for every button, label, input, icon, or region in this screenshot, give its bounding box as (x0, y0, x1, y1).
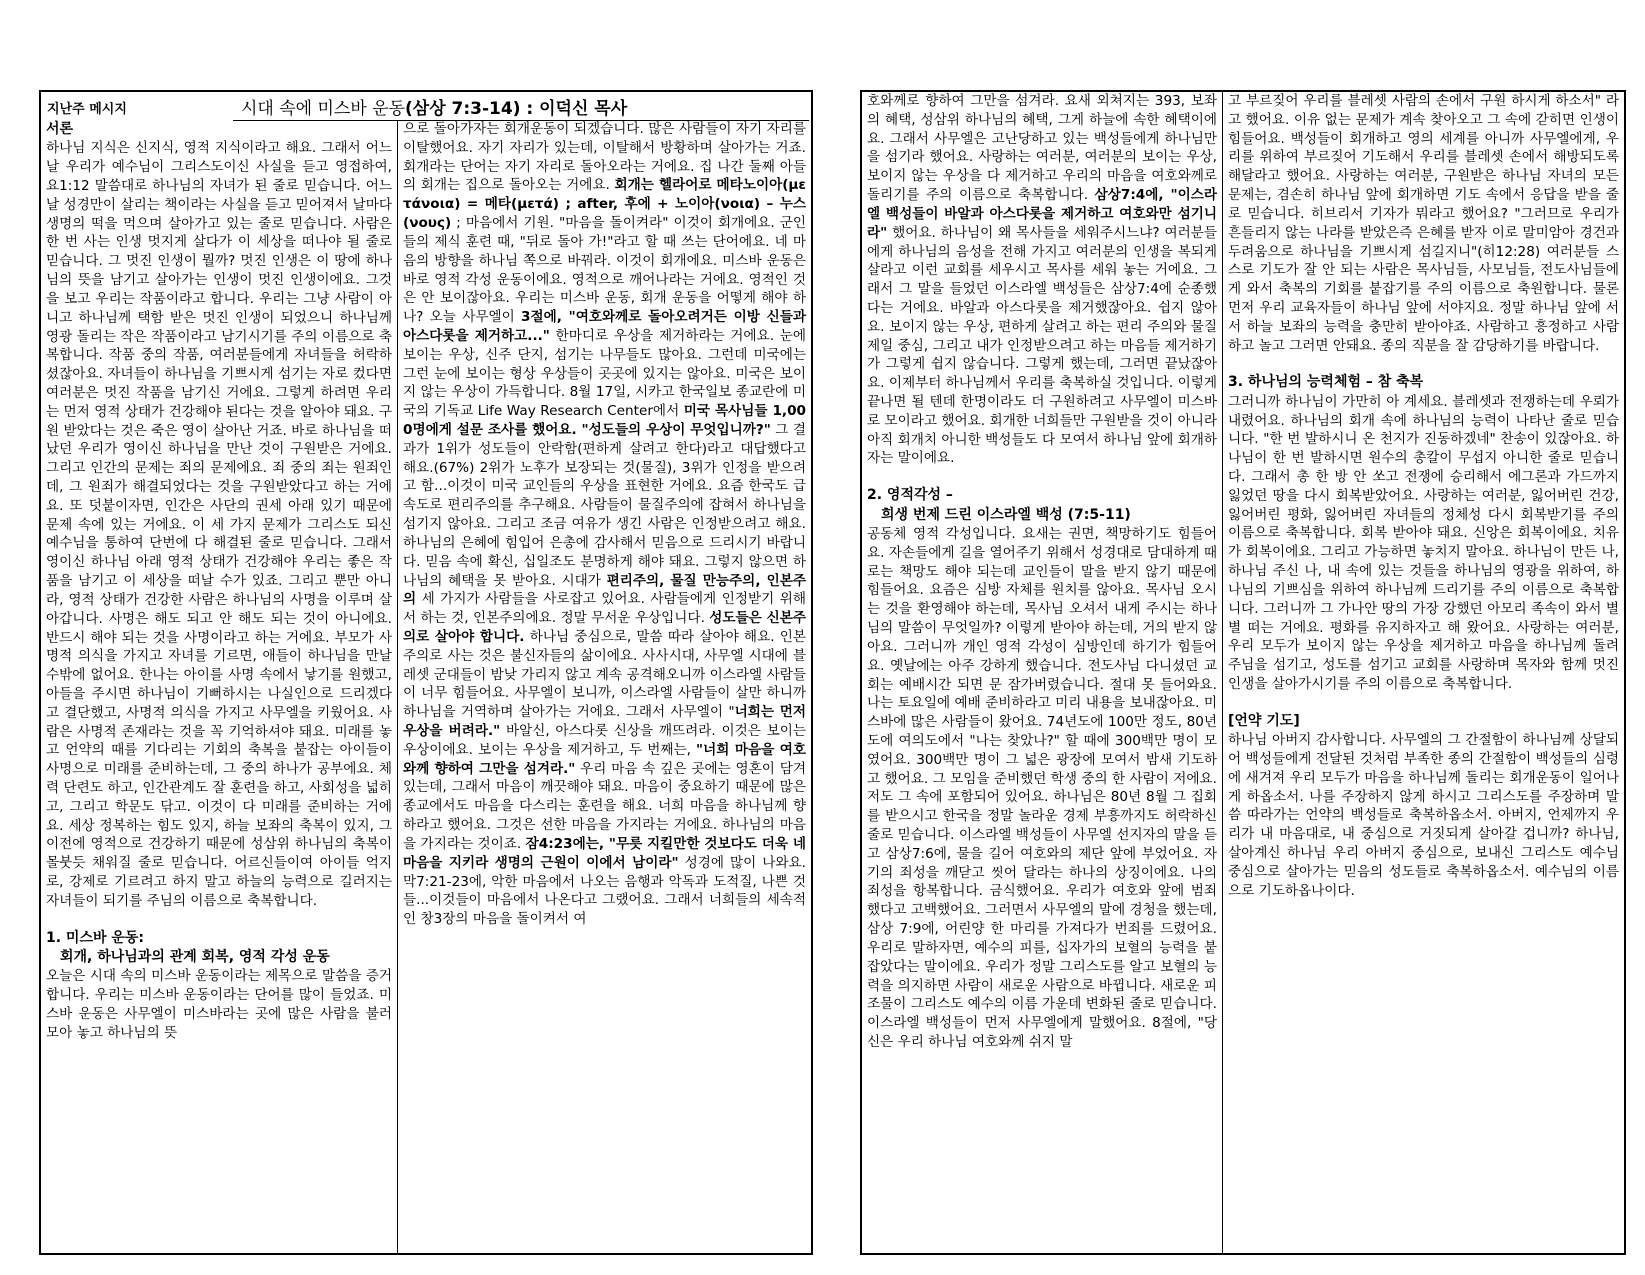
sermon-title (241, 94, 627, 119)
right-page (860, 90, 1626, 1255)
heading-section-2: 2. 영적각성 – (867, 487, 953, 504)
paragraph-section-2: 공동체 영적 각성입니다. 요새는 권면, 책망하기도 힘들어요. 자손들에게 길을 열어주기 위해서 성경대로 담대하게 때로는 책망도 해야 되는데 교인들이 말을 받지 않기 때문에 힘들어요. 요즘은 심방 자체를 원치를 않아요. 목사님 오시는 것을 환영해야 하는데, 목사님 오셔서 내게 주시는 하나님의 말씀이 무엇일까? 이렇게 받아야 하는데, 거의 받지 않아요. 그러니까 개인 영적 각성이 심방인데 하기가 힘들어요. 옛날에는 아주 강하게 했습니다. 전도사님 다니셨던 교회는 예배시간 되면 문 잠가버렸습니다. 절대 못 들어와요. 나는 토요일에 예배 준비하라고 미리 내용을 보내잖아요. 미스바에 많은 사람들이 왔어요. 74년도에 100만 정도, 80년도에 여의도에서 "나는 찾았나?" 할 때에 300백만 명이 모였어요. 300백만 명이 그 넓은 광장에 모여서 밤새 기도하고 했어요. 그 모임을 준비했던 학생 중의 한 사람이 저에요. 저도 그 속에 포함되어 있어요. 하나님은 80년 8월 그 집회를 받으시고 한국을 정말 놀라운 경제 부흥까지도 허락하신 줄로 믿습니다. 이스라엘 백성들이 사무엘 선지자의 말을 듣고 삼상7:6에, 물을 길어 여호와의 제단 앞에 부었어요. 자기의 죄성을 깨닫고 씻어 달라는 하나의 상징이에요. 나의 죄성을 항복합니다. 금식했어요. 우리가 여호와 앞에 범죄 했다고 고백했어요. 그러면서 사무엘의 말에 경청을 했는데, 삼상 7:9에, 어린양 한 마리를 가져다가 번죄를 드렸어요. 우리로 말하자면, 예수의 피를, 십자가의 보혈의 능력을 붙잡았다는 말이에요. 우리가 정말 그리스도를 알고 보혈의 능력을 의지하면 사람이 새로운 사람으로 바뀝니다. 새로운 피조물이 그리스도 예수의 이름 가운데 변화된 줄로 믿습니다. 이스라엘 백성들이 먼저 사무엘에게 말했어요. 8절에, "당신은 우리 하나님 여호와께 쉬지 말 (867, 526, 1217, 1050)
column-2 (398, 120, 811, 1253)
sermon-title-plain: 시대 속에 미스바 운동 (241, 99, 406, 119)
paragraph-column-2: 으로 돌아가자는 회개운동이 되겠습니다. 많은 사람들이 자기 자리를 이탈했어요. 자기 자리가 있는데, 이탈해서 방황하며 살아가는 거죠. 회개라는 단어는 자기 자리로 돌아오라는 거에요. 집 나간 둘째 아들의 회개는 집으로 돌아오는 거에요. 회개는 헬라어로 메타노이아(μετάνοια) = 메타(μετά) ; after, 후에 + 노이아(νοια) – 누스(νους) ; 마음에서 기원. "마음을 돌이켜라" 이것이 회개에요. 군인들의 제식 훈련 때, "뒤로 돌아 가!"라고 할 때 쓰는 단어에요. 네 마음의 방향을 하나님 쪽으로 바꿔라. 이것이 회개에요. 미스바 운동은 바로 영적 각성 운동이에요. 영적으로 깨어나라는 거에요. 영적인 것은 안 보이잖아요. 우리는 미스바 운동, 회개 운동을 어떻게 해야 하나? 오늘 사무엘이 3절에, "여호와께로 돌아오려거든 이방 신들과 아스다롯을 제거하고..." 한마디로 우상을 제거하라는 거에요. 눈에 보이는 우상, 신주 단지, 섬기는 나무들도 많아요. 그런데 미국에는 그런 눈에 보이는 형상 우상들이 곳곳에 있지는 않아요. 미국은 보이지 않는 우상이 가득합니다. 8월 17일, 시카고 한국일보 종교란에 미국의 기독교 Life Way Research Center에서 미국 목사님들 1,000명에게 설문 조사를 했어요. "성도들의 우상이 무엇입니까?" 그 결과가 1위가 성도들이 안락함(편하게 살려고 한다)라고 대답했다고 해요.(67%) 2위가 노후가 보장되는 것(물질), 3위가 인정을 받으려고 함...이것이 미국 교인들의 우상을 표현한 거에요. 요즘 한국도 급속도로 편리주의를 추구해요. 사람들이 물질주의에 잡혀서 하나님을 섬기지 않아요. 그리고 조금 여유가 생긴 사람은 인정받으려고 해요. 하나님의 은혜에 힘입어 은총에 감사해서 믿음으로 드리시기 바랍니다. 믿음 속에 확신, 십일조도 분명하게 해야 돼요. 그렇지 않으면 하나님의 혜택을 못 받아요. 시대가 편리주의, 물질 만능주의, 인본주의 세 가지가 사람들을 사로잡고 있어요. 사람들에게 인정받기 위해서 하는 것, 인본주의에요. 정말 무서운 우상입니다. 성도들은 신본주의로 살아야 합니다. 하나님 중심으로, 말씀 따라 살아야 해요. 인본주의로 사는 것은 불신자들의 삶이에요. 사사시대, 사무엘 시대에 블레셋 군대들이 밤낮 가리지 않고 계속 공격해오니까 이스라엘 사람들이 너무 힘들어요. 사무엘이 보니까, 이스라엘 사람들이 살만 하니까 하나님을 거역하며 살아가는 거에요. 그래서 사무엘이 "너희는 먼저 우상을 버려라." 바알신, 아스다롯 신상을 깨뜨려라. 이것은 보이는 우상이에요. 보이는 우상을 제거하고, 두 번째는, "너희 마음을 여호와께 향하여 그만을 섬겨라." 우리 마음 속 깊은 곳에는 영혼이 담겨 있는데, 그래서 마음이 깨끗해야 돼요. 마음이 중요하기 때문에 많은 종교에서도 마음을 다스리는 훈련을 해요. 너희 마음을 하나님께 향하라고 했어요. 그것은 선한 마음을 가지라는 거에요. 하나님의 마음을 가지라는 것이죠. 잠4:23에는, "무릇 지킬만한 것보다도 더욱 네 마음을 지키라 생명의 근원이 이에서 남이라" 성경에 많이 나와요. 막7:21-23에, 악한 마음에서 나오는 음행과 악독과 도적질, 나쁜 것들...이것들이 마음에서 나온다고 그랬어요. 그래서 너희들의 세속적인 창3장의 마음을 돌이켜서 여 (403, 121, 807, 928)
subheading-section-1: 회개, 하나님과의 관계 회복, 영적 각성 운동 (60, 949, 330, 966)
heading-prayer: [언약 기도] (1228, 712, 1300, 729)
heading-intro: 서론 (46, 121, 74, 137)
subheading-section-2: 희생 번제 드린 이스라엘 백성 (7:5-11) (881, 506, 1131, 523)
section-label: 지난주 메시지 (47, 102, 127, 117)
column-3 (862, 92, 1222, 1253)
column-1 (41, 120, 397, 1253)
paragraph-intro: 하나님 지식은 신지식, 영적 지식이라고 해요. 그래서 어느 날 우리가 예수님이 그리스도이신 사실을 듣고 영접하여, 요1:12 말씀대로 하나님의 자녀가 된 줄로 믿습니다. 어느 날 성경만이 살리는 책이라는 사실을 듣고 믿어져서 날마다 생명의 떡을 먹으며 살아가고 있는 줄로 믿습니다. 사람은 한 번 사는 인생 멋지게 살다가 이 세상을 떠나야 될 줄로 믿습니다. 그 멋진 인생이 뭘까? 멋진 인생은 이 땅에 하나님의 뜻을 남기고 살아가는 인생이 멋진 인생이에요. 그것을 보고 우리는 작품이라고 합니다. 우리는 그냥 사람이 아니고 하나님께 택함 받은 멋진 인생이 되었으니 하나님께 영광 돌리는 작은 작품이라고 남기시기를 주의 이름으로 축복합니다. 작품 중의 작품, 여러분들에게 자녀들을 허락하셨잖아요. 자녀들이 하나님을 기쁘시게 섬기는 자로 컸다면 여러분은 멋진 작품을 남기신 거에요. 그렇게 하려면 우리는 먼저 영적 상태가 건강해야 된다는 것을 알아야 돼요. 구원 받았다는 것은 죽은 영이 살아난 거죠. 바로 하나님을 떠났던 우리가 영이신 하나님을 만난 것이 구원받은 거에요. 그리고 인간의 문제는 죄의 문제에요. 죄 중의 죄는 원죄인데, 그 원죄가 해결되었다는 것을 구원받았다고 하는 거에요. 또 덧붙이자면, 인간은 사단의 권세 아래 있기 때문에 문제 속에 있는 거에요. 이 세 가지 문제가 그리스도 되신 예수님을 통하여 단번에 다 해결된 줄로 믿습니다. 그래서 영이신 하나님 아래 영적 상태가 건강해야 우리는 좋은 작품을 남기고 이 세상을 떠날 수가 있죠. 그리고 뿐만 아니라, 영적 상태가 건강한 사람은 하나님의 사명을 이루며 살아갑니다. 사명은 해도 되고 안 해도 되는 것이 아니에요. 반드시 해야 되는 것을 사명이라고 하는 거에요. 부모가 사명적 의식을 가지고 자녀를 기르면, 애들이 하나님을 만날 수밖에 없어요. 한나는 아이를 사명 속에서 낳기를 원했고, 아들을 주시면 하나님이 기뻐하시는 나실인으로 드리겠다고 결단했고, 사명적 의식을 가지고 사무엘을 키웠어요. 사람은 사명적 존재라는 것을 꼭 기억하셔야 돼요. 미래를 놓고 언약의 때를 기다리는 기회의 축복을 붙잡는 아이들이 사명으로 미래를 준비하는데, 그 중의 하나가 공부에요. 체력 단련도 하고, 인간관계도 잘 훈련을 하고, 사회성을 넓히고, 그리고 학문도 닦고. 이것이 다 미래를 준비하는 거에요. 세상 정복하는 힘도 있지, 하늘 보좌의 축복이 있지, 그 이전에 영적으로 건강하기 때문에 성삼위 하나님의 축복이 몰붓듯 채워질 줄로 믿습니다. 어르신들이여 아이들 억지로, 강제로 기르려고 하지 말고 하늘의 능력으로 길러지는 자녀들이 되기를 주님의 이름으로 축복합니다. (46, 140, 392, 909)
paragraph-prayer: 하나님 아버지 감사합니다. 사무엘의 그 간절함이 하나님께 상달되어 백성들에게 전달된 것처럼 부족한 종의 간절함이 백성들의 심령에 새겨져 우리 모두가 마음을 하나님께 돌리는 회개운동이 일어나게 하옵소서. 나를 주장하지 않게 하시고 그리스도를 주장하며 말씀 따라가는 언약의 백성들로 축복하옵소서. 아버지, 언제까지 우리가 내 마음대로, 내 중심으로 거짓되게 살아갈 겁니까? 하나님, 살아계신 하나님 우리 아버지 중심으로, 보내신 그리스도 예수님 중심으로 살아가는 믿음의 성도들로 축복하옵소서. 예수님의 이름으로 기도하옵나이다. (1228, 732, 1619, 899)
paragraph-section-3: 그러니까 하나님이 가만히 아 계세요. 블레셋과 전쟁하는데 우뢰가 내렸어요. 하나님의 회개 속에 하나님의 능력이 나타난 줄로 믿습니다. "한 번 발하시니 온 천지가 진동하겠네" 찬송이 있잖아요. 하나님이 한 번 발하시면 원수의 총칼이 무섭지 아니한 줄로 믿습니다. 그래서 총 한 방 안 쏘고 전쟁에 승리해서 에그론과 가드까지 잃었던 땅을 다시 회복받았어요. 사랑하는 여러분, 잃어버린 건강, 잃어버린 평화, 잃어버린 자녀들의 정체성 다시 회복받기를 주의 이름으로 축복합니다. 회복 받아야 돼요. 신앙은 회복이에요. 치유가 회복이에요. 그리고 가능하면 놓치지 말아요. 하나님이 만든 나, 하나님 주신 나, 내 속에 있는 것들을 하나님의 영광을 위하여, 하나님의 기쁘심을 위하여 하나님께 드리기를 주의 이름으로 축복합니다. 그러니까 그 가나안 땅의 가장 강했던 아모리 족속이 와서 별별 떠는 거에요. 평화를 유지하자고 해 왔어요. 사랑하는 여러분, 우리 모두가 보이지 않는 우상을 제거하고 마음을 하나님께 돌려 주님을 섬기고, 성도를 섬기고 교회를 사랑하며 목자와 함께 멋진 인생을 살아가시기를 주의 이름으로 축복합니다. (1228, 393, 1619, 692)
left-page (39, 90, 813, 1255)
paragraph-section-1: 오늘은 시대 속의 미스바 운동이라는 제목으로 말씀을 증거 합니다. 우리는 미스바 운동이라는 단어를 많이 들었죠. 미스바 운동은 사무엘이 미스바라는 곳에 많은 사람을 불러 모아 놓고 하나님의 뜻 (46, 968, 392, 1041)
sermon-title-reference: (삼상 7:3-14) : 이덕신 목사 (405, 99, 628, 119)
heading-section-1: 1. 미스바 운동: (46, 929, 145, 946)
paragraph-column-3: 호와께로 향하여 그만을 섬겨라. 요새 외쳐지는 393, 보좌의 혜택, 성삼위 하나님의 혜택, 그게 하늘에 속한 혜택이에요. 그래서 사무엘은 고난당하고 있는 백성들에게 하나님만을 섬기라 했어요. 사랑하는 여러분, 여러분의 보이는 우상, 보이지 않는 우상을 다 제거하고 우리의 마음을 여호와께로 돌리기를 주의 이름으로 축복합니다. 삼상7:4에, "이스라엘 백성들이 바알과 아스다롯을 제거하고 여호와만 섬기니라" 했어요. 하나님이 왜 목사들을 세워주시느냐? 여러분들에게 하나님의 음성을 전해 가지고 여러분의 인생을 복되게 살라고 이런 교회를 세우시고 목사를 세워 놓는 거에요. 그래서 그 말을 들었던 이스라엘 백성들은 삼상7:4에 순종했다는 거에요. 바알과 아스다롯을 제거했잖아요. 쉽지 않아요. 보이지 않는 우상, 편하게 살려고 하는 편리 주의와 물질 제일 중심, 그리고 내가 인정받으려고 하는 마음들 제거하기가 그렇게 쉽지 않습니다. 그렇게 했는데, 그러면 끝났잖아요. 이제부터 하나님께서 우리를 축복하실 것입니다. 이렇게 끝나면 될 텐데 한명이라도 더 구원하려고 사무엘이 미스바로 모이라고 했어요. 회개한 너희들만 구원받을 것이 아니라 아직 회개치 아니한 백성들도 다 모여서 하나님 앞에 회개하자는 말이에요. (867, 93, 1218, 467)
column-4 (1223, 92, 1624, 1253)
heading-section-3: 3. 하나님의 능력체험 – 참 축복 (1228, 374, 1424, 391)
sermon-header (41, 92, 811, 120)
paragraph-column-4: 고 부르짖어 우리를 블레셋 사람의 손에서 구원 하시게 하소서" 라고 했어요. 이유 없는 문제가 계속 찾아오고 그 속에 갇히면 인생이 힘들어요. 백성들이 회개하고 영의 세계를 아니까 사무엘에게, 우리를 위하여 부르짖어 기도해서 우리를 블레셋 손에서 해방되도록 해달라고 했어요. 사랑하는 여러분, 구원받은 하나님 자녀의 모든 문제는, 겸손히 하나님 앞에 회개하면 기도 속에서 응답을 받을 줄로 믿습니다. 히브리서 기자가 뭐라고 했어요? "그러므로 우리가 흔들리지 않는 나라를 받았은즉 은혜를 받자 이로 말미암아 경건과 두려움으로 하나님을 기쁘시게 섬길지니"(히12:28) 여러분들 스스로 기도가 잘 안 되는 사람은 목사님들, 사모님들, 전도사님들에게 와서 축복의 기회를 붙잡기를 주의 이름으로 축원합니다. 물론 먼저 우리 교육자들이 하나님 앞에 서야지요. 정말 하나님 앞에 서서 하늘 보좌의 능력을 충만히 받아야죠. 사람하고 흥정하고 사람하고 놀고 그러면 안돼요. 종의 직분을 잘 감당하기를 바랍니다. (1228, 93, 1619, 354)
